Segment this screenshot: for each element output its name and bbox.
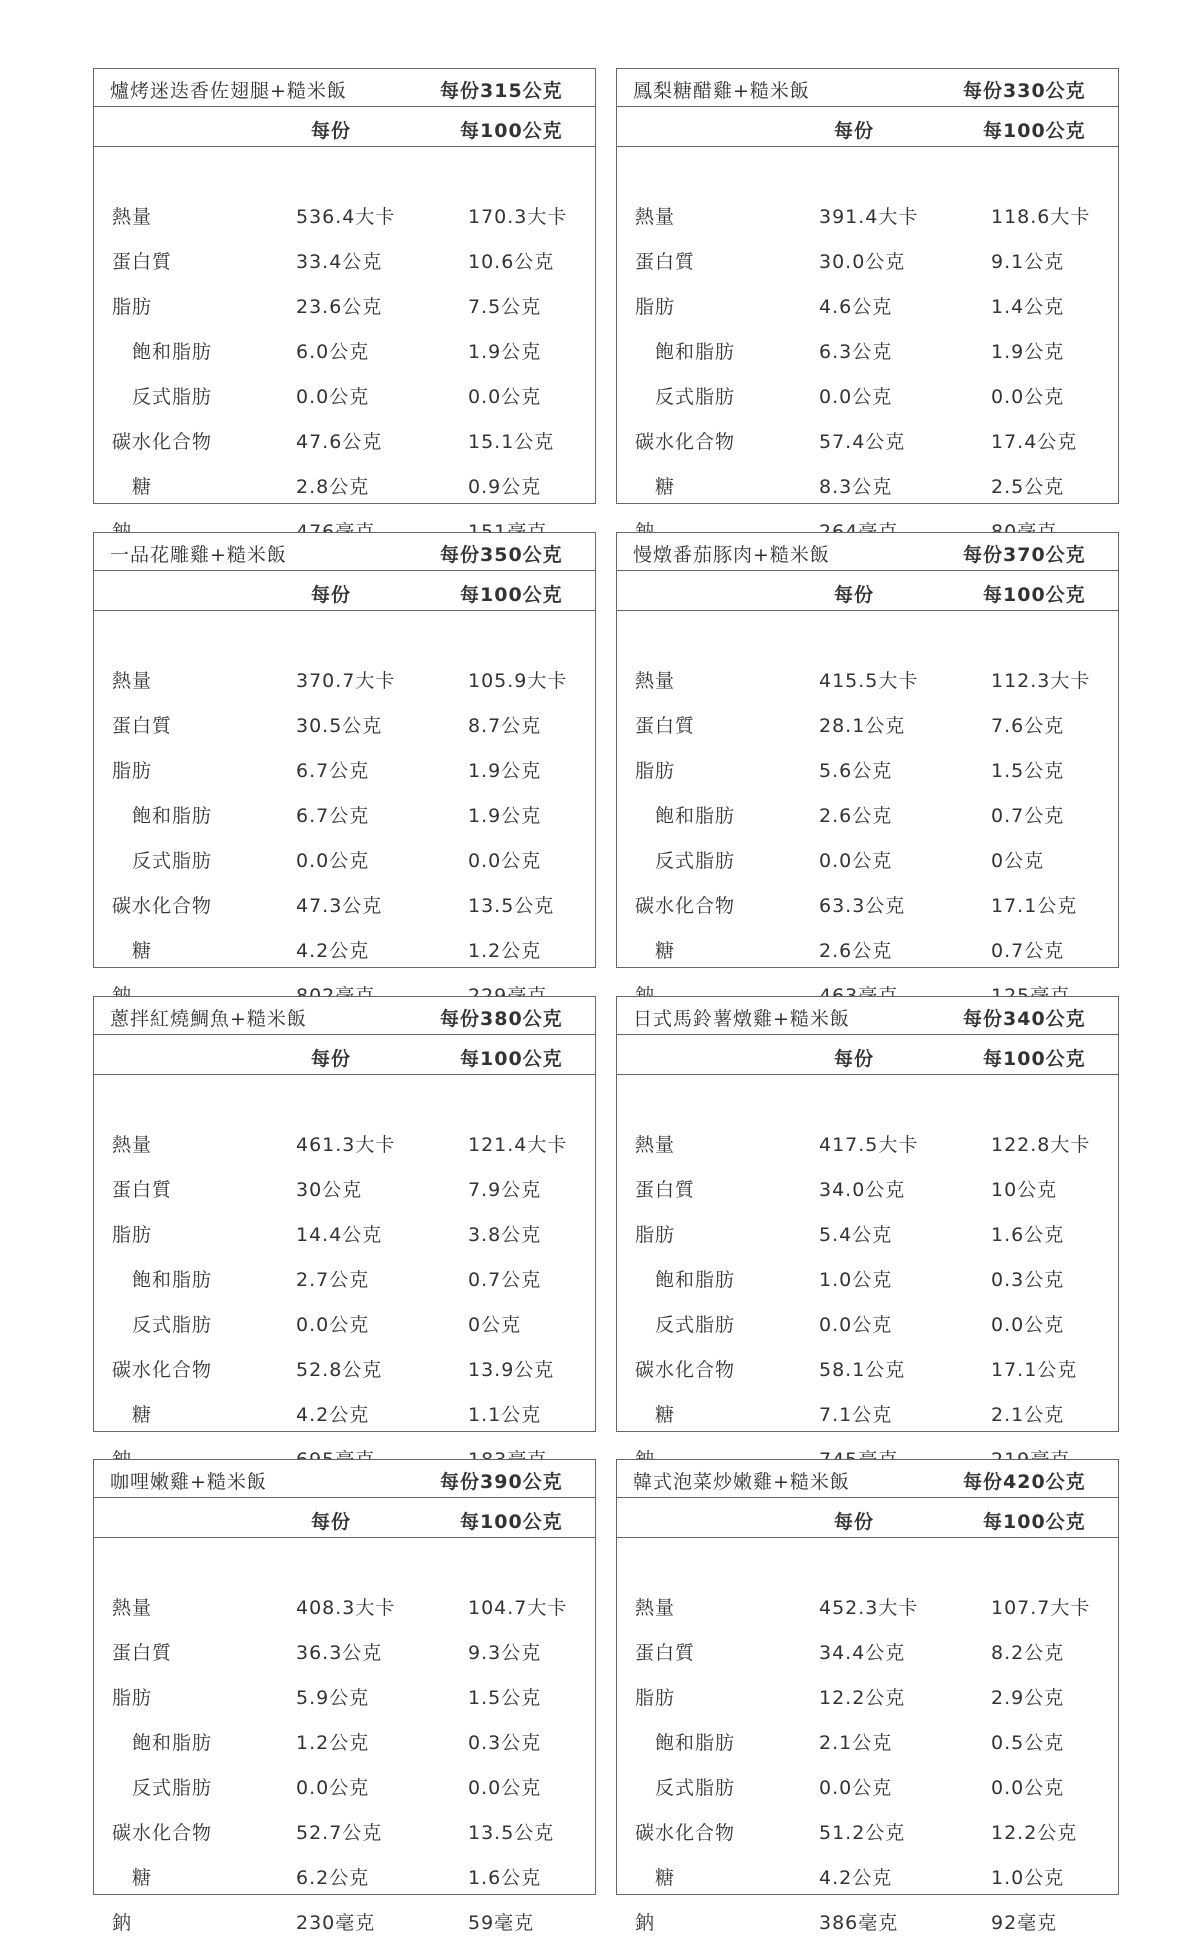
- column-header-per-serving: 每份: [834, 1048, 875, 1070]
- nutrient-row: [617, 327, 1118, 372]
- column-header-row: [617, 107, 1118, 147]
- value-per-serving: 12.2公克: [819, 1687, 906, 1709]
- value-per-serving: 47.6公克: [296, 431, 383, 453]
- nutrient-row: [617, 926, 1118, 971]
- value-per-serving: 34.4公克: [819, 1642, 906, 1664]
- nutrient-label: 糖: [655, 1404, 676, 1426]
- value-per-100g: 1.6公克: [468, 1867, 542, 1889]
- nutrient-row: [94, 791, 595, 836]
- nutrient-label: 蛋白質: [635, 715, 696, 737]
- nutrient-label: 鈉: [635, 1912, 656, 1934]
- nutrient-row: [617, 1390, 1118, 1435]
- serving-size: 每份350公克: [440, 544, 563, 566]
- nutrition-panel: [93, 996, 596, 1432]
- nutrient-row: [617, 791, 1118, 836]
- serving-size: 每份370公克: [963, 544, 1086, 566]
- nutrition-panel: [93, 1459, 596, 1934]
- value-per-100g: 0.0公克: [991, 1314, 1065, 1336]
- value-per-serving: 51.2公克: [819, 1822, 906, 1844]
- column-header-row: [94, 1035, 595, 1075]
- nutrient-label: 反式脂肪: [655, 1777, 736, 1799]
- value-per-100g: 17.1公克: [991, 895, 1078, 917]
- nutrient-label: 碳水化合物: [112, 431, 213, 453]
- nutrient-row: [617, 1120, 1118, 1165]
- nutrient-label: 熱量: [635, 206, 676, 228]
- nutrient-label: 糖: [132, 940, 153, 962]
- nutrient-label: 碳水化合物: [112, 1822, 213, 1844]
- nutrient-row: [617, 1673, 1118, 1718]
- nutrient-label: 糖: [132, 1867, 153, 1889]
- panel-header: [617, 69, 1118, 107]
- value-per-serving: 0.0公克: [819, 386, 893, 408]
- nutrient-row: [617, 1853, 1118, 1898]
- value-per-serving: 8.3公克: [819, 476, 893, 498]
- product-name: 韓式泡菜炒嫩雞+糙米飯: [633, 1471, 850, 1493]
- nutrient-label: 碳水化合物: [112, 1359, 213, 1381]
- value-per-100g: 107.7大卡: [991, 1597, 1091, 1619]
- value-per-100g: 8.7公克: [468, 715, 542, 737]
- value-per-serving: 408.3大卡: [296, 1597, 396, 1619]
- value-per-serving: 2.1公克: [819, 1732, 893, 1754]
- value-per-100g: 13.9公克: [468, 1359, 555, 1381]
- nutrient-row: [94, 1120, 595, 1165]
- nutrient-row: [617, 417, 1118, 462]
- value-per-100g: 13.5公克: [468, 1822, 555, 1844]
- value-per-100g: 7.5公克: [468, 296, 542, 318]
- nutrient-label: 碳水化合物: [112, 895, 213, 917]
- value-per-100g: 1.1公克: [468, 1404, 542, 1426]
- nutrient-label: 糖: [132, 1404, 153, 1426]
- value-per-100g: 92毫克: [991, 1912, 1058, 1934]
- nutrient-label: 熱量: [112, 1134, 153, 1156]
- nutrient-row: [94, 656, 595, 701]
- value-per-serving: 536.4大卡: [296, 206, 396, 228]
- nutrient-label: 蛋白質: [112, 251, 173, 273]
- nutrient-label: 糖: [655, 940, 676, 962]
- value-per-serving: 4.2公克: [296, 1404, 370, 1426]
- nutrient-row: [617, 1763, 1118, 1808]
- value-per-serving: 28.1公克: [819, 715, 906, 737]
- nutrient-label: 脂肪: [112, 296, 153, 318]
- nutrient-label: 反式脂肪: [132, 386, 213, 408]
- value-per-100g: 1.9公克: [468, 760, 542, 782]
- value-per-serving: 0.0公克: [296, 850, 370, 872]
- column-header-per-100g: 每100公克: [460, 1511, 563, 1533]
- serving-size: 每份420公克: [963, 1471, 1086, 1493]
- nutrient-label: 脂肪: [112, 1224, 153, 1246]
- nutrient-row: [617, 1345, 1118, 1390]
- nutrient-row: [617, 701, 1118, 746]
- value-per-serving: 452.3大卡: [819, 1597, 919, 1619]
- value-per-serving: 6.7公克: [296, 805, 370, 827]
- column-header-per-100g: 每100公克: [983, 120, 1086, 142]
- nutrition-panel: [616, 1459, 1119, 1934]
- product-name: 鳳梨糖醋雞+糙米飯: [633, 80, 810, 102]
- value-per-100g: 118.6大卡: [991, 206, 1091, 228]
- nutrient-label: 糖: [655, 476, 676, 498]
- nutrient-row: [94, 192, 595, 237]
- value-per-serving: 1.2公克: [296, 1732, 370, 1754]
- nutrient-row: [94, 1718, 595, 1763]
- nutrient-row: [94, 836, 595, 881]
- column-header-row: [94, 571, 595, 611]
- column-header-row: [617, 571, 1118, 611]
- value-per-100g: 0.0公克: [991, 1777, 1065, 1799]
- nutrient-row: [94, 327, 595, 372]
- value-per-serving: 5.6公克: [819, 760, 893, 782]
- panel-header: [94, 997, 595, 1035]
- nutrient-label: 飽和脂肪: [655, 805, 736, 827]
- nutrient-label: 碳水化合物: [635, 895, 736, 917]
- nutrition-panel: [616, 532, 1119, 968]
- nutrient-label: 飽和脂肪: [132, 341, 213, 363]
- nutrient-label: 飽和脂肪: [655, 341, 736, 363]
- nutrient-label: 反式脂肪: [655, 850, 736, 872]
- nutrient-label: 飽和脂肪: [655, 1732, 736, 1754]
- nutrient-label: 蛋白質: [635, 1642, 696, 1664]
- value-per-serving: 0.0公克: [296, 1314, 370, 1336]
- value-per-serving: 14.4公克: [296, 1224, 383, 1246]
- value-per-serving: 0.0公克: [296, 1777, 370, 1799]
- nutrient-row: [617, 462, 1118, 507]
- nutrient-row: [617, 746, 1118, 791]
- value-per-serving: 391.4大卡: [819, 206, 919, 228]
- column-header-row: [617, 1498, 1118, 1538]
- value-per-serving: 63.3公克: [819, 895, 906, 917]
- value-per-serving: 5.4公克: [819, 1224, 893, 1246]
- nutrient-row: [94, 881, 595, 926]
- serving-size: 每份315公克: [440, 80, 563, 102]
- value-per-100g: 7.6公克: [991, 715, 1065, 737]
- value-per-100g: 0公克: [991, 850, 1045, 872]
- nutrient-row: [94, 1390, 595, 1435]
- value-per-serving: 52.7公克: [296, 1822, 383, 1844]
- nutrient-row: [617, 1808, 1118, 1853]
- nutrient-row: [94, 746, 595, 791]
- nutrient-row: [94, 282, 595, 327]
- value-per-100g: 2.1公克: [991, 1404, 1065, 1426]
- value-per-100g: 122.8大卡: [991, 1134, 1091, 1156]
- nutrient-label: 反式脂肪: [655, 1314, 736, 1336]
- nutrient-row: [94, 372, 595, 417]
- column-header-per-serving: 每份: [311, 584, 352, 606]
- value-per-serving: 6.0公克: [296, 341, 370, 363]
- value-per-100g: 17.1公克: [991, 1359, 1078, 1381]
- nutrient-row: [94, 1300, 595, 1345]
- nutrient-row: [94, 417, 595, 462]
- nutrient-label: 蛋白質: [635, 251, 696, 273]
- value-per-100g: 9.1公克: [991, 251, 1065, 273]
- nutrient-label: 蛋白質: [112, 1179, 173, 1201]
- nutrient-row: [94, 237, 595, 282]
- nutrient-row: [617, 836, 1118, 881]
- nutrient-label: 脂肪: [635, 296, 676, 318]
- value-per-100g: 1.6公克: [991, 1224, 1065, 1246]
- nutrient-row: [617, 372, 1118, 417]
- nutrient-row: [617, 1255, 1118, 1300]
- nutrient-label: 飽和脂肪: [132, 1269, 213, 1291]
- nutrition-panel: [93, 532, 596, 968]
- value-per-serving: 30公克: [296, 1179, 363, 1201]
- value-per-serving: 6.7公克: [296, 760, 370, 782]
- value-per-100g: 2.9公克: [991, 1687, 1065, 1709]
- value-per-100g: 121.4大卡: [468, 1134, 568, 1156]
- nutrition-panel: [93, 68, 596, 504]
- product-name: 咖哩嫩雞+糙米飯: [110, 1471, 267, 1493]
- nutrient-label: 碳水化合物: [635, 431, 736, 453]
- value-per-serving: 47.3公克: [296, 895, 383, 917]
- nutrient-row: [617, 1628, 1118, 1673]
- value-per-100g: 7.9公克: [468, 1179, 542, 1201]
- column-header-per-serving: 每份: [311, 120, 352, 142]
- value-per-100g: 0.3公克: [991, 1269, 1065, 1291]
- panel-header: [617, 533, 1118, 571]
- serving-size: 每份390公克: [440, 1471, 563, 1493]
- nutrient-label: 碳水化合物: [635, 1822, 736, 1844]
- value-per-serving: 4.2公克: [819, 1867, 893, 1889]
- nutrient-label: 反式脂肪: [132, 850, 213, 872]
- nutrient-label: 熱量: [112, 1597, 153, 1619]
- value-per-serving: 4.6公克: [819, 296, 893, 318]
- nutrient-label: 反式脂肪: [655, 386, 736, 408]
- column-header-per-100g: 每100公克: [460, 1048, 563, 1070]
- value-per-100g: 17.4公克: [991, 431, 1078, 453]
- value-per-serving: 0.0公克: [296, 386, 370, 408]
- nutrient-label: 蛋白質: [112, 715, 173, 737]
- nutrient-row: [617, 1210, 1118, 1255]
- nutrition-panel: [616, 996, 1119, 1432]
- value-per-100g: 1.2公克: [468, 940, 542, 962]
- nutrient-row: [617, 282, 1118, 327]
- nutrient-row: [94, 462, 595, 507]
- nutrient-label: 熱量: [635, 1134, 676, 1156]
- column-header-per-100g: 每100公克: [983, 1048, 1086, 1070]
- nutrient-label: 鈉: [112, 1912, 133, 1934]
- nutrient-label: 飽和脂肪: [132, 1732, 213, 1754]
- value-per-serving: 30.5公克: [296, 715, 383, 737]
- nutrient-label: 脂肪: [635, 1224, 676, 1246]
- value-per-serving: 36.3公克: [296, 1642, 383, 1664]
- value-per-100g: 170.3大卡: [468, 206, 568, 228]
- column-header-row: [94, 107, 595, 147]
- value-per-serving: 0.0公克: [819, 1314, 893, 1336]
- nutrient-row: [617, 1898, 1118, 1943]
- value-per-100g: 0.9公克: [468, 476, 542, 498]
- value-per-100g: 0.0公克: [991, 386, 1065, 408]
- value-per-100g: 9.3公克: [468, 1642, 542, 1664]
- value-per-serving: 5.9公克: [296, 1687, 370, 1709]
- nutrient-row: [617, 1300, 1118, 1345]
- value-per-100g: 0.7公克: [468, 1269, 542, 1291]
- value-per-100g: 59毫克: [468, 1912, 535, 1934]
- nutrient-label: 蛋白質: [112, 1642, 173, 1664]
- product-name: 日式馬鈴薯燉雞+糙米飯: [633, 1008, 850, 1030]
- value-per-100g: 0.0公克: [468, 850, 542, 872]
- value-per-serving: 7.1公克: [819, 1404, 893, 1426]
- value-per-100g: 1.0公克: [991, 1867, 1065, 1889]
- nutrient-row: [94, 1628, 595, 1673]
- serving-size: 每份340公克: [963, 1008, 1086, 1030]
- value-per-100g: 0.0公克: [468, 386, 542, 408]
- value-per-100g: 10.6公克: [468, 251, 555, 273]
- value-per-serving: 4.2公克: [296, 940, 370, 962]
- value-per-100g: 0.3公克: [468, 1732, 542, 1754]
- nutrient-row: [94, 1345, 595, 1390]
- value-per-100g: 0.5公克: [991, 1732, 1065, 1754]
- value-per-serving: 230毫克: [296, 1912, 376, 1934]
- column-header-per-serving: 每份: [311, 1511, 352, 1533]
- column-header-per-100g: 每100公克: [460, 584, 563, 606]
- nutrient-label: 熱量: [635, 670, 676, 692]
- column-header-per-100g: 每100公克: [983, 584, 1086, 606]
- nutrient-row: [94, 1165, 595, 1210]
- value-per-serving: 6.2公克: [296, 1867, 370, 1889]
- column-header-per-serving: 每份: [834, 584, 875, 606]
- value-per-100g: 1.9公克: [991, 341, 1065, 363]
- value-per-serving: 2.7公克: [296, 1269, 370, 1291]
- value-per-100g: 12.2公克: [991, 1822, 1078, 1844]
- nutrient-row: [617, 1718, 1118, 1763]
- nutrient-label: 糖: [132, 476, 153, 498]
- value-per-100g: 0公克: [468, 1314, 522, 1336]
- nutrient-label: 蛋白質: [635, 1179, 696, 1201]
- nutrient-row: [94, 1673, 595, 1718]
- column-header-per-serving: 每份: [834, 120, 875, 142]
- value-per-100g: 15.1公克: [468, 431, 555, 453]
- serving-size: 每份380公克: [440, 1008, 563, 1030]
- panel-header: [617, 1460, 1118, 1498]
- value-per-100g: 2.5公克: [991, 476, 1065, 498]
- value-per-serving: 386毫克: [819, 1912, 899, 1934]
- serving-size: 每份330公克: [963, 80, 1086, 102]
- panel-header: [94, 1460, 595, 1498]
- value-per-100g: 10公克: [991, 1179, 1058, 1201]
- value-per-serving: 6.3公克: [819, 341, 893, 363]
- nutrition-panel: [616, 68, 1119, 504]
- value-per-serving: 461.3大卡: [296, 1134, 396, 1156]
- nutrient-label: 脂肪: [112, 760, 153, 782]
- value-per-serving: 2.6公克: [819, 940, 893, 962]
- nutrient-row: [617, 1165, 1118, 1210]
- nutrient-label: 熱量: [635, 1597, 676, 1619]
- value-per-serving: 2.6公克: [819, 805, 893, 827]
- value-per-serving: 23.6公克: [296, 296, 383, 318]
- value-per-100g: 1.5公克: [468, 1687, 542, 1709]
- nutrient-row: [617, 656, 1118, 701]
- nutrient-row: [94, 1210, 595, 1255]
- nutrient-row: [617, 192, 1118, 237]
- value-per-100g: 0.0公克: [468, 1777, 542, 1799]
- value-per-serving: 34.0公克: [819, 1179, 906, 1201]
- value-per-serving: 0.0公克: [819, 1777, 893, 1799]
- nutrient-label: 脂肪: [635, 1687, 676, 1709]
- value-per-100g: 104.7大卡: [468, 1597, 568, 1619]
- value-per-serving: 30.0公克: [819, 251, 906, 273]
- nutrient-row: [94, 1898, 595, 1943]
- value-per-serving: 33.4公克: [296, 251, 383, 273]
- value-per-serving: 1.0公克: [819, 1269, 893, 1291]
- value-per-100g: 1.5公克: [991, 760, 1065, 782]
- value-per-serving: 57.4公克: [819, 431, 906, 453]
- value-per-serving: 0.0公克: [819, 850, 893, 872]
- nutrient-label: 碳水化合物: [635, 1359, 736, 1381]
- nutrient-row: [94, 1808, 595, 1853]
- nutrient-row: [617, 1583, 1118, 1628]
- value-per-serving: 415.5大卡: [819, 670, 919, 692]
- value-per-100g: 105.9大卡: [468, 670, 568, 692]
- nutrient-row: [94, 1763, 595, 1808]
- nutrient-label: 脂肪: [112, 1687, 153, 1709]
- nutrient-row: [94, 1255, 595, 1300]
- value-per-serving: 58.1公克: [819, 1359, 906, 1381]
- value-per-100g: 8.2公克: [991, 1642, 1065, 1664]
- value-per-serving: 370.7大卡: [296, 670, 396, 692]
- nutrient-row: [617, 881, 1118, 926]
- value-per-serving: 417.5大卡: [819, 1134, 919, 1156]
- value-per-100g: 1.4公克: [991, 296, 1065, 318]
- nutrient-label: 熱量: [112, 206, 153, 228]
- value-per-100g: 0.7公克: [991, 805, 1065, 827]
- nutrient-label: 反式脂肪: [132, 1314, 213, 1336]
- value-per-100g: 112.3大卡: [991, 670, 1091, 692]
- product-name: 蔥拌紅燒鯛魚+糙米飯: [110, 1008, 307, 1030]
- column-header-per-100g: 每100公克: [460, 120, 563, 142]
- product-name: 爐烤迷迭香佐翅腿+糙米飯: [110, 80, 347, 102]
- nutrient-row: [94, 1583, 595, 1628]
- value-per-100g: 0.7公克: [991, 940, 1065, 962]
- nutrient-row: [94, 926, 595, 971]
- nutrient-label: 飽和脂肪: [655, 1269, 736, 1291]
- column-header-per-serving: 每份: [311, 1048, 352, 1070]
- panel-header: [94, 533, 595, 571]
- panel-header: [94, 69, 595, 107]
- value-per-100g: 13.5公克: [468, 895, 555, 917]
- nutrient-label: 飽和脂肪: [132, 805, 213, 827]
- nutrient-label: 反式脂肪: [132, 1777, 213, 1799]
- value-per-serving: 52.8公克: [296, 1359, 383, 1381]
- panel-header: [617, 997, 1118, 1035]
- column-header-row: [94, 1498, 595, 1538]
- column-header-per-serving: 每份: [834, 1511, 875, 1533]
- nutrient-label: 熱量: [112, 670, 153, 692]
- nutrient-label: 糖: [655, 1867, 676, 1889]
- column-header-row: [617, 1035, 1118, 1075]
- column-header-per-100g: 每100公克: [983, 1511, 1086, 1533]
- value-per-100g: 1.9公克: [468, 341, 542, 363]
- product-name: 一品花雕雞+糙米飯: [110, 544, 287, 566]
- nutrient-row: [94, 1853, 595, 1898]
- value-per-100g: 3.8公克: [468, 1224, 542, 1246]
- value-per-100g: 1.9公克: [468, 805, 542, 827]
- product-name: 慢燉番茄豚肉+糙米飯: [633, 544, 830, 566]
- nutrient-row: [94, 701, 595, 746]
- nutrient-row: [617, 237, 1118, 282]
- nutrient-label: 脂肪: [635, 760, 676, 782]
- value-per-serving: 2.8公克: [296, 476, 370, 498]
